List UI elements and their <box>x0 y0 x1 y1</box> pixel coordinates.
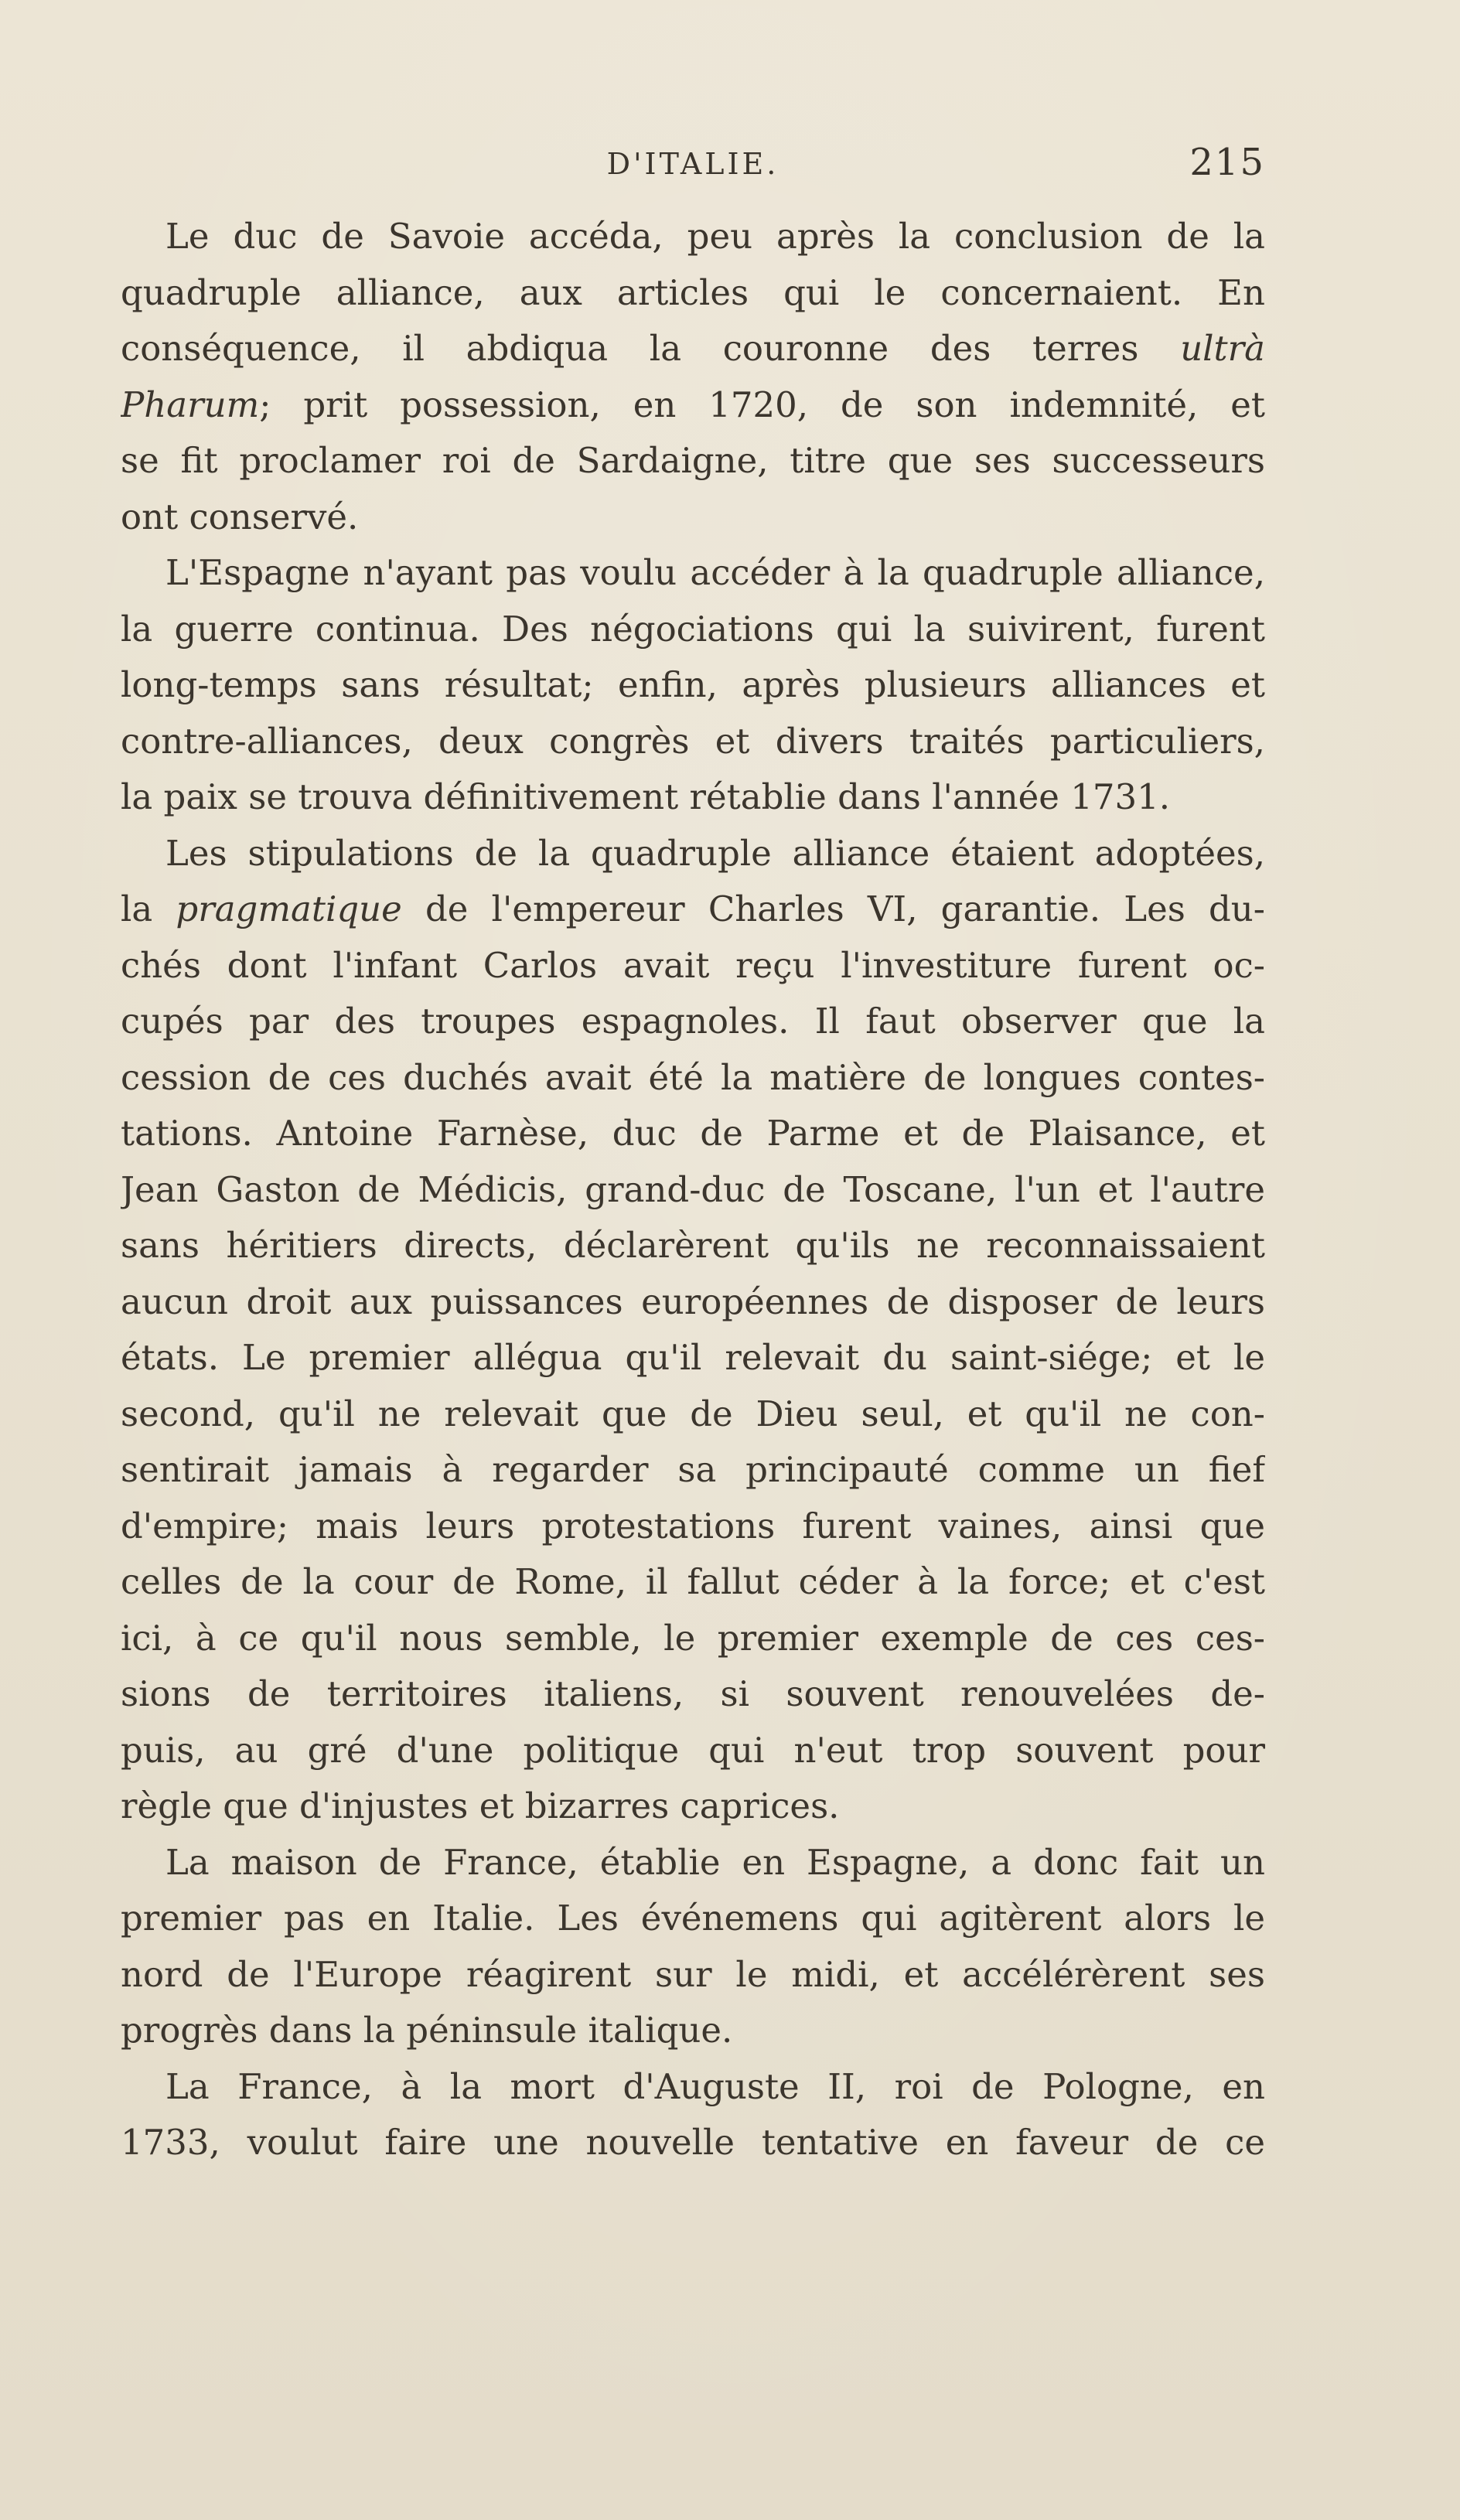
text-run: Les stipulations de la quadruple alliance étaient adoptées, <box>165 832 1265 874</box>
paragraph <box>121 826 1265 1835</box>
text-run: celles de la cour de Rome, il fallut céder à la force; et c'est <box>121 1561 1265 1602</box>
text-line <box>121 826 1265 882</box>
text-line <box>121 377 1265 434</box>
text-run: sentirait jamais à regarder sa principauté comme un fief <box>121 1449 1265 1490</box>
text-run: de l'empereur Charles VI, garantie. Les du- <box>401 888 1265 929</box>
text-run: ; prit possession, en 1720, de son indemnité, et <box>259 384 1265 425</box>
text-run: se fit proclamer roi de Sardaigne, titre que ses successeurs <box>121 440 1265 481</box>
text-line <box>121 657 1265 714</box>
text-run: contre-alliances, deux congrès et divers traités particuliers, <box>121 720 1265 762</box>
text-run: 1733, voulut faire une nouvelle tentative en faveur de ce <box>121 2122 1265 2163</box>
text-line <box>121 1386 1265 1443</box>
text-line <box>121 1050 1265 1107</box>
text-line <box>121 433 1265 489</box>
body-text <box>121 209 1265 2171</box>
text-line <box>121 1835 1265 1891</box>
text-line <box>121 2059 1265 2116</box>
text-line <box>121 545 1265 602</box>
text-line <box>121 1554 1265 1611</box>
text-line <box>121 1330 1265 1386</box>
text-run: la <box>121 888 176 929</box>
text-line <box>121 1611 1265 1667</box>
paragraph <box>121 1835 1265 2059</box>
text-run: d'empire; mais leurs protestations furent vaines, ainsi que <box>121 1505 1265 1546</box>
text-line <box>121 994 1265 1050</box>
text-run: Jean Gaston de Médicis, grand-duc de Toscane, l'un et l'autre <box>121 1168 1265 1210</box>
text-run: sions de territoires italiens, si souvent renouvelées de- <box>121 1673 1265 1714</box>
text-line <box>121 1723 1265 1779</box>
paragraph <box>121 209 1265 545</box>
text-run: aucun droit aux puissances européennes de disposer de leurs <box>121 1280 1265 1322</box>
text-run: ont conservé. <box>121 496 359 537</box>
text-run: puis, au gré d'une politique qui n'eut trop souvent pour <box>121 1729 1265 1771</box>
text-line <box>121 769 1265 826</box>
text-line <box>121 1162 1265 1219</box>
page-number: 215 <box>1189 141 1265 184</box>
text-line <box>121 2003 1265 2059</box>
text-run: quadruple alliance, aux articles qui le concernaient. En <box>121 271 1265 313</box>
italic-term: ultrà <box>1180 328 1265 369</box>
text-line <box>121 1106 1265 1162</box>
text-run: La maison de France, établie en Espagne, a donc fait un <box>165 1841 1265 1883</box>
text-line <box>121 881 1265 938</box>
text-line <box>121 1947 1265 2003</box>
text-run: long-temps sans résultat; enfin, après plusieurs alliances et <box>121 664 1265 705</box>
text-line <box>121 1218 1265 1274</box>
running-title: D'ITALIE. <box>606 147 779 181</box>
running-head <box>121 141 1265 187</box>
text-run: cession de ces duchés avait été la matière de longues contes- <box>121 1056 1265 1098</box>
italic-term: pragmatique <box>176 888 402 929</box>
text-run: la paix se trouva définitivement rétablie dans l'année 1731. <box>121 776 1171 817</box>
text-run: conséquence, il abdiqua la couronne des terres <box>121 328 1181 369</box>
text-run: ici, à ce qu'il nous semble, le premier exemple de ces ces- <box>121 1617 1265 1659</box>
text-run: premier pas en Italie. Les événemens qui agitèrent alors le <box>121 1898 1265 1939</box>
text-line <box>121 1778 1265 1835</box>
text-run: progrès dans la péninsule italique. <box>121 2010 733 2051</box>
text-line <box>121 1891 1265 1947</box>
text-run: Le duc de Savoie accéda, peu après la conclusion de la <box>165 216 1265 257</box>
paragraph <box>121 545 1265 826</box>
text-line <box>121 714 1265 770</box>
text-line <box>121 1442 1265 1499</box>
text-line <box>121 321 1265 377</box>
text-run: règle que d'injustes et bizarres caprices. <box>121 1785 840 1826</box>
text-run: L'Espagne n'ayant pas voulu accéder à la quadruple alliance, <box>165 552 1265 593</box>
text-line <box>121 602 1265 658</box>
text-line <box>121 938 1265 994</box>
text-run: tations. Antoine Farnèse, duc de Parme et de Plaisance, et <box>121 1113 1265 1154</box>
text-run: second, qu'il ne relevait que de Dieu seul, et qu'il ne con- <box>121 1393 1265 1434</box>
text-run: cupés par des troupes espagnoles. Il faut observer que la <box>121 1001 1265 1042</box>
text-line <box>121 489 1265 546</box>
text-run: sans héritiers directs, déclarèrent qu'ils ne reconnaissaient <box>121 1225 1265 1266</box>
text-run: nord de l'Europe réagirent sur le midi, et accélérèrent ses <box>121 1953 1265 1995</box>
text-line <box>121 209 1265 265</box>
text-run: états. Le premier allégua qu'il relevait du saint-siége; et le <box>121 1337 1265 1378</box>
text-run: chés dont l'infant Carlos avait reçu l'investiture furent oc- <box>121 944 1265 986</box>
text-line <box>121 1274 1265 1331</box>
text-line <box>121 1499 1265 1555</box>
paragraph <box>121 2059 1265 2171</box>
text-run: La France, à la mort d'Auguste II, roi de Pologne, en <box>165 2065 1265 2107</box>
italic-term: Pharum <box>121 384 260 425</box>
text-line <box>121 2115 1265 2171</box>
text-line <box>121 1666 1265 1723</box>
text-run: la guerre continua. Des négociations qui la suivirent, furent <box>121 608 1265 650</box>
text-line <box>121 265 1265 322</box>
